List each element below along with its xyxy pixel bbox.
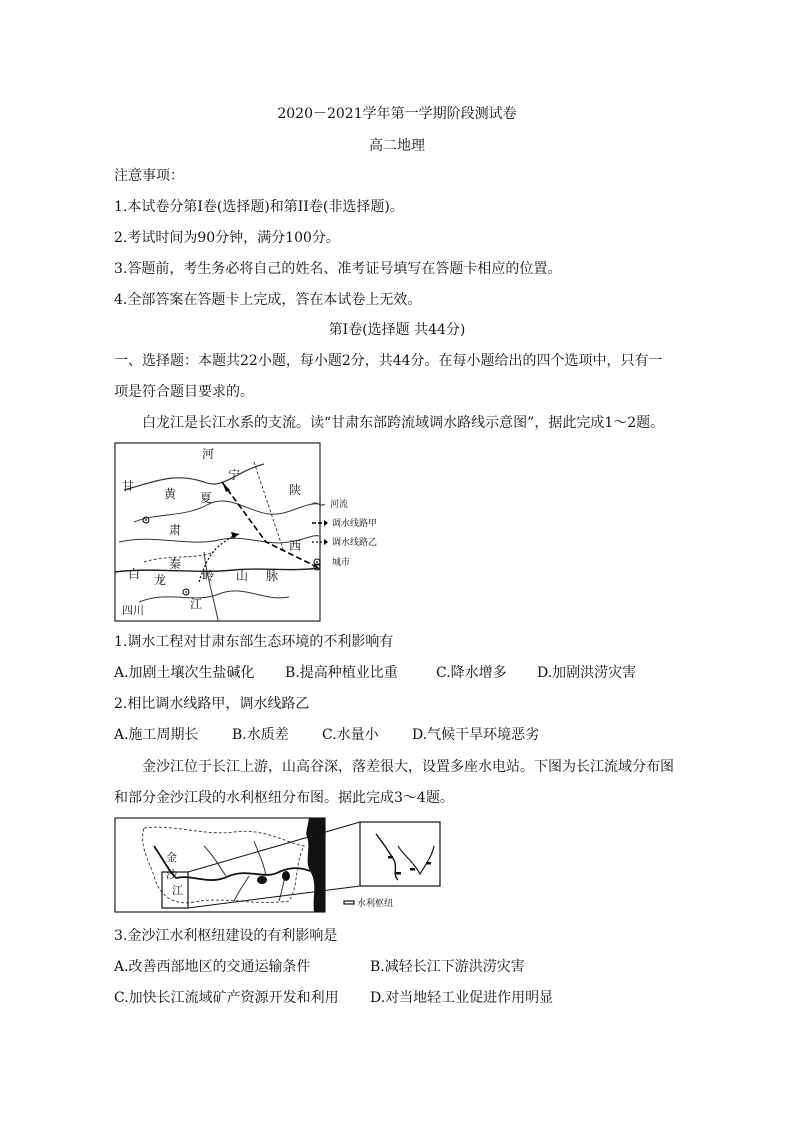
inset-hub-marker: [388, 856, 393, 859]
question-3-option-a[interactable]: A.改善西部地区的交通运输条件: [114, 959, 311, 975]
yangtze-basin-map: [114, 816, 534, 916]
question-2-option-c[interactable]: C.水量小: [322, 727, 379, 743]
legend-river-label: 河流: [330, 500, 349, 510]
inset-map-frame: [360, 822, 440, 886]
river-line: [124, 464, 264, 490]
passage-2: 金沙江位于长江上游，山高谷深，落差很大，设置多座水电站。下图为长江流域分布图: [142, 759, 674, 775]
tributary: [204, 846, 226, 876]
map-label-jiang: 江: [190, 597, 203, 611]
basin-label-jin: 金: [166, 851, 177, 864]
map-label-long: 龙: [154, 573, 167, 587]
map-label-xia: 夏: [200, 491, 213, 505]
exam-title: 2020－2021学年第一学期阶段测试卷: [277, 106, 517, 122]
question-3-stem: 3.金沙江水利枢纽建设的有利影响是: [114, 928, 338, 944]
river-line: [115, 568, 319, 572]
part1-instructions: 一、选择题：本题共22小题，每小题2分，共44分。在每小题给出的四个选项中，只有一: [114, 353, 663, 369]
notes-heading: 注意事项：: [114, 168, 184, 184]
note-item: 3.答题前，考生务必将自己的姓名、准考证号填写在答题卡相应的位置。: [114, 261, 562, 277]
inset-river: [376, 834, 398, 880]
lake: [257, 876, 267, 884]
map-label-ning: 宁: [228, 468, 241, 482]
part1-title: 第I卷(选择题 共44分): [328, 322, 466, 338]
tributary: [254, 841, 266, 876]
tributary: [234, 876, 249, 901]
question-1-option-a[interactable]: A.加剧土壤次生盐碱化: [114, 665, 255, 681]
inset-connector: [188, 886, 360, 908]
map-label-su: 肃: [169, 523, 182, 537]
note-item: 2.考试时间为90分钟，满分100分。: [114, 230, 340, 246]
map-label-ling: 岭: [202, 569, 215, 583]
legend-route-b-label: 调水线路乙: [332, 538, 378, 548]
map-label-huang: 黄: [164, 487, 177, 501]
question-1-option-b[interactable]: B.提高种植业比重: [285, 665, 398, 681]
map-label-bai: 白: [128, 567, 141, 581]
inset-hub-marker: [410, 868, 415, 871]
river-line: [134, 501, 319, 522]
inset-hub-marker: [396, 872, 401, 875]
map-label-mai: 脉: [266, 569, 279, 583]
map-label-shan: 陕: [289, 483, 302, 497]
lake: [282, 871, 290, 881]
legend-hub-swatch: [344, 901, 354, 904]
question-1-option-d[interactable]: D.加剧洪涝灾害: [537, 665, 637, 681]
note-item: 1.本试卷分第I卷(选择题)和第II卷(非选择题)。: [114, 199, 404, 215]
note-item: 4.全部答案在答题卡上完成，答在本试卷上无效。: [114, 292, 422, 308]
map-label-shan-mountain: 山: [236, 569, 249, 583]
map-label-qin: 秦: [169, 557, 182, 571]
question-2-option-d[interactable]: D.气候干旱环境恶劣: [412, 727, 540, 743]
question-2-option-a[interactable]: A.施工周期长: [114, 727, 199, 743]
sea-area: [306, 818, 325, 912]
question-3-option-b[interactable]: B.减轻长江下游洪涝灾害: [370, 959, 525, 975]
water-diversion-map: [114, 442, 484, 622]
map-label-xi: 西: [289, 539, 302, 553]
route-a-arrowhead: [222, 482, 230, 492]
legend-hub-label: 水利枢纽: [357, 899, 394, 909]
question-3-option-c[interactable]: C.加快长江流域矿产资源开发和利用: [114, 990, 339, 1006]
province-boundary: [254, 462, 284, 552]
map-label-gan: 甘: [122, 479, 135, 493]
map-label-sichuan: 四川: [122, 604, 144, 617]
passage-1: 白龙江是长江水系的支流。读“甘肃东部跨流域调水路线示意图”，据此完成1～2题。: [142, 415, 665, 431]
inset-connector: [188, 822, 360, 872]
question-2-option-b[interactable]: B.水质差: [232, 727, 289, 743]
inset-river: [398, 846, 434, 874]
basin-label-jiang: 江: [172, 884, 183, 897]
route-a-line: [222, 482, 317, 567]
inset-hub-marker: [426, 862, 431, 865]
question-2-stem: 2.相比调水线路甲，调水线路乙: [114, 696, 310, 712]
basin-label-sha: 沙: [166, 868, 177, 881]
question-1-stem: 1.调水工程对甘肃东部生态环境的不利影响有: [114, 634, 394, 650]
question-1-option-c[interactable]: C.降水增多: [436, 665, 507, 681]
basin-map-frame: [115, 818, 325, 912]
map-label-he: 河: [202, 447, 215, 461]
question-3-option-d[interactable]: D.对当地轻工业促进作用明显: [370, 990, 554, 1006]
legend-route-a-label: 调水线路甲: [332, 519, 378, 529]
legend-city-label: 城市: [332, 558, 351, 568]
passage-2-cont: 和部分金沙江段的水利枢纽分布图。据此完成3～4题。: [114, 790, 454, 806]
part1-instructions-cont: 项是符合题目要求的。: [114, 384, 254, 400]
subject-title: 高二地理: [369, 138, 425, 154]
